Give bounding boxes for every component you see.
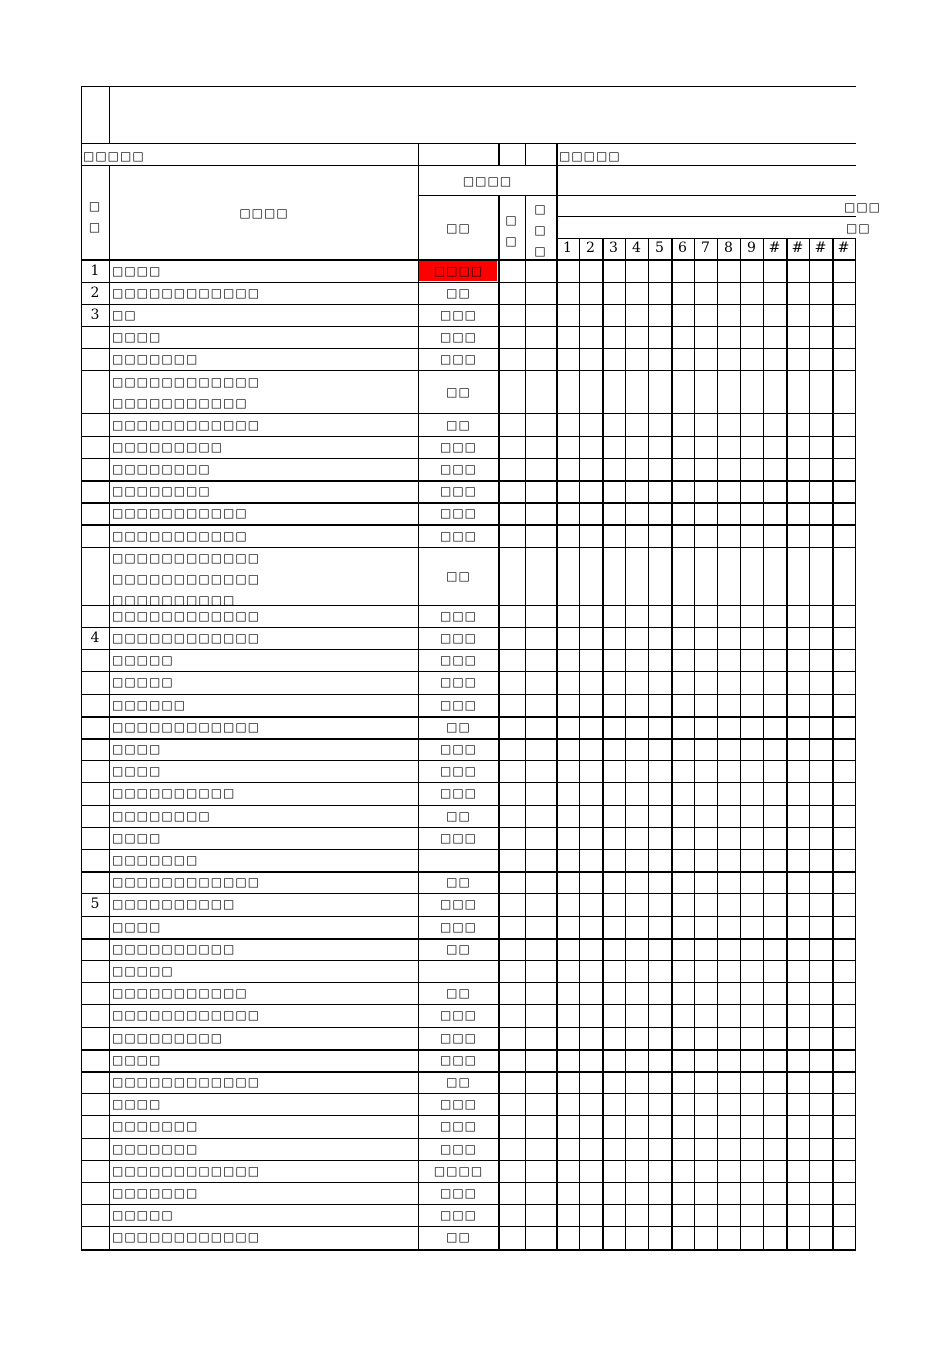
col-item-label: □□□□	[239, 206, 289, 220]
row-item-name: □□□□□□□□□□	[112, 786, 236, 801]
grid-line-vertical	[625, 238, 626, 1249]
row-item-name: □□□□	[112, 741, 162, 756]
row-item-name: □□□□	[112, 330, 162, 345]
grid-line-vertical	[498, 195, 500, 1249]
day-number: 7	[701, 240, 710, 256]
right-mid-label: □□	[846, 221, 871, 235]
row-item-name: □□□□□□□□□□□□	[112, 417, 261, 432]
row-item-name: □□□□□□□□□□□□	[112, 285, 261, 300]
row-item-name: □□□□□□□□	[112, 808, 211, 823]
row-unit: □□	[446, 568, 471, 583]
day-number: 9	[747, 240, 756, 256]
grid-line-vertical	[556, 143, 558, 165]
grid-line-vertical	[498, 143, 500, 165]
header-left-label: □□□□□	[83, 149, 145, 163]
grid-line-vertical	[602, 238, 604, 1249]
grid-line-horizontal	[81, 143, 856, 144]
grid-line-vertical	[717, 238, 718, 1249]
row-seq: 1	[90, 262, 100, 279]
grid-line-vertical	[740, 238, 741, 1249]
grid-line-vertical	[525, 143, 526, 165]
row-unit: □□□	[439, 786, 477, 801]
row-item-name: □□□□	[112, 830, 162, 845]
grid-line-vertical	[109, 165, 110, 1249]
grid-line-horizontal	[81, 86, 856, 87]
row-item-name: □□□□□□□□□□□	[112, 506, 248, 521]
row-unit: □□□	[439, 462, 477, 476]
row-item-name: □□□□□□□□□□□□	[112, 630, 261, 645]
col-unit-label: □□	[446, 221, 471, 235]
row-unit: □□□	[439, 1141, 477, 1156]
row-item-name: □□□□□	[112, 653, 174, 668]
row-item-name: □□□□□	[112, 675, 174, 690]
row-item-name: □□□□□□□□	[112, 484, 211, 499]
header-right-label: □□□□□	[559, 149, 621, 163]
day-number: 3	[609, 240, 618, 256]
row-unit: □□□	[439, 1052, 477, 1067]
grid-line-vertical	[648, 238, 649, 1249]
row-item-name: □□□□□□□	[112, 1185, 199, 1200]
row-unit: □□	[446, 875, 471, 890]
day-number: 2	[586, 240, 595, 256]
row-unit: □□□	[439, 919, 477, 934]
col-group-label: □□□□	[462, 174, 513, 188]
row-seq: 3	[90, 307, 100, 323]
row-unit: □□□	[439, 1208, 477, 1223]
row-item-name: □□□□□□□□□□□	[112, 528, 248, 543]
row-unit: □□	[446, 986, 471, 1001]
row-unit: □□□	[439, 697, 477, 712]
row-unit: □□	[446, 417, 471, 432]
row-unit: □□	[446, 385, 471, 399]
row-item-name: □□□□□□□□□□	[112, 941, 236, 956]
row-unit: □□□	[439, 1097, 477, 1112]
row-unit: □□□	[439, 631, 477, 645]
row-unit: □□	[446, 941, 471, 956]
row-unit: □□	[446, 719, 471, 734]
grid-line-vertical	[525, 195, 526, 1249]
row-item-name: □□□□□□□	[112, 352, 199, 367]
row-item-name: □□□□□□□	[112, 1141, 199, 1156]
row-seq: 4	[90, 630, 100, 646]
row-item-name: □□□□□	[112, 1208, 174, 1223]
grid-line-vertical	[109, 86, 110, 143]
row-item-name: □□□□□□□□□□	[112, 897, 236, 912]
row-item-name: □□□□□□□□□□□□	[112, 719, 261, 734]
grid-line-horizontal	[81, 165, 856, 166]
col-a-label: □ □	[505, 213, 518, 248]
row-unit: □□□	[439, 608, 477, 623]
row-item-name: □□□□□□□	[112, 1119, 199, 1134]
row-unit: □□	[446, 1230, 471, 1245]
row-unit: □□	[446, 1075, 471, 1089]
row-item-name: □□□□	[112, 1052, 162, 1067]
row-seq: 2	[90, 284, 100, 301]
row-item-name: □□□□	[112, 919, 162, 934]
day-number: #	[768, 240, 781, 256]
day-number: 4	[632, 240, 641, 256]
day-number: 8	[724, 240, 733, 256]
row-unit: □□□	[439, 1030, 477, 1045]
grid-line-vertical	[763, 238, 764, 1249]
row-seq: 5	[90, 896, 100, 913]
grid-line-horizontal	[556, 238, 856, 239]
grid-line-vertical	[556, 165, 558, 238]
day-number: #	[837, 240, 850, 256]
row-item-name: □□□□□□□□	[112, 461, 211, 476]
row-unit: □□□	[439, 675, 477, 690]
grid-line-horizontal	[556, 216, 856, 217]
row-item-name: □□□□□□□□□□□□	[112, 1008, 261, 1023]
row-unit: □□□□	[433, 1163, 484, 1178]
row-unit: □□□	[439, 764, 477, 779]
row-item-name: □□□□□□□□□□□□	[112, 608, 261, 623]
day-number: 5	[655, 240, 664, 256]
row-unit: □□□	[439, 330, 477, 345]
row-unit: □□□	[439, 1008, 477, 1023]
row-item-name: □□□□□□□□□□□□	[112, 1230, 261, 1245]
day-number: 6	[678, 240, 687, 256]
row-unit: □□	[446, 808, 471, 823]
row-unit: □□□	[439, 484, 477, 499]
grid-line-vertical	[832, 238, 834, 1249]
row-item-name: □□□□□□□□□□□□□□□□□□□□□□□□□□□□□□□□□□	[112, 550, 261, 605]
grid-line-horizontal	[81, 1249, 856, 1251]
row-item-name: □□□□	[112, 263, 162, 278]
row-item-name: □□□□□□	[112, 697, 187, 712]
row-unit: □□□	[439, 897, 477, 912]
row-unit: □□□	[439, 528, 477, 543]
grid-line-vertical	[855, 238, 856, 1249]
row-unit: □□□	[439, 352, 477, 367]
grid-line-vertical	[671, 238, 673, 1249]
row-unit: □□□□	[433, 263, 484, 278]
right-top-label: □□□	[844, 200, 882, 214]
day-number: #	[814, 240, 827, 256]
row-item-name: □□□□□□□□□□□□□□□□□□□□□□□	[112, 374, 261, 410]
row-unit: □□	[446, 285, 471, 300]
row-item-name: □□□□□□□□□□□□	[112, 875, 261, 890]
row-unit: □□□	[439, 830, 477, 845]
col-b-label: □ □ □	[534, 202, 547, 258]
row-item-name: □□□□□□□□□□□□	[112, 1074, 261, 1089]
grid-line-vertical	[809, 238, 810, 1249]
row-item-name: □□	[112, 307, 137, 322]
row-unit: □□□	[439, 653, 477, 668]
grid-line-vertical	[579, 238, 580, 1249]
grid-line-vertical	[556, 238, 558, 1249]
col-seq-label: □ □	[88, 199, 102, 234]
row-unit: □□□	[439, 439, 477, 454]
row-item-name: □□□□	[112, 1097, 162, 1112]
row-unit: □□□	[439, 1186, 477, 1200]
row-item-name: □□□□□□□□□	[112, 1030, 224, 1045]
row-unit: □□□	[439, 506, 477, 521]
day-number: 1	[563, 240, 572, 256]
row-item-name: □□□□□□□□□□□	[112, 986, 248, 1001]
row-item-name: □□□□□□□□□□□□	[112, 1163, 261, 1178]
row-item-name: □□□□□	[112, 963, 174, 978]
row-item-name: □□□□	[112, 764, 162, 779]
grid-line-horizontal	[419, 195, 856, 196]
grid-line-vertical	[786, 238, 788, 1249]
row-unit: □□□	[439, 308, 477, 322]
day-number: #	[791, 240, 804, 256]
row-item-name: □□□□□□□	[112, 852, 199, 867]
row-item-name: □□□□□□□□□	[112, 439, 224, 454]
grid-line-vertical	[694, 238, 695, 1249]
row-unit: □□□	[439, 742, 477, 756]
row-unit: □□□	[439, 1119, 477, 1134]
